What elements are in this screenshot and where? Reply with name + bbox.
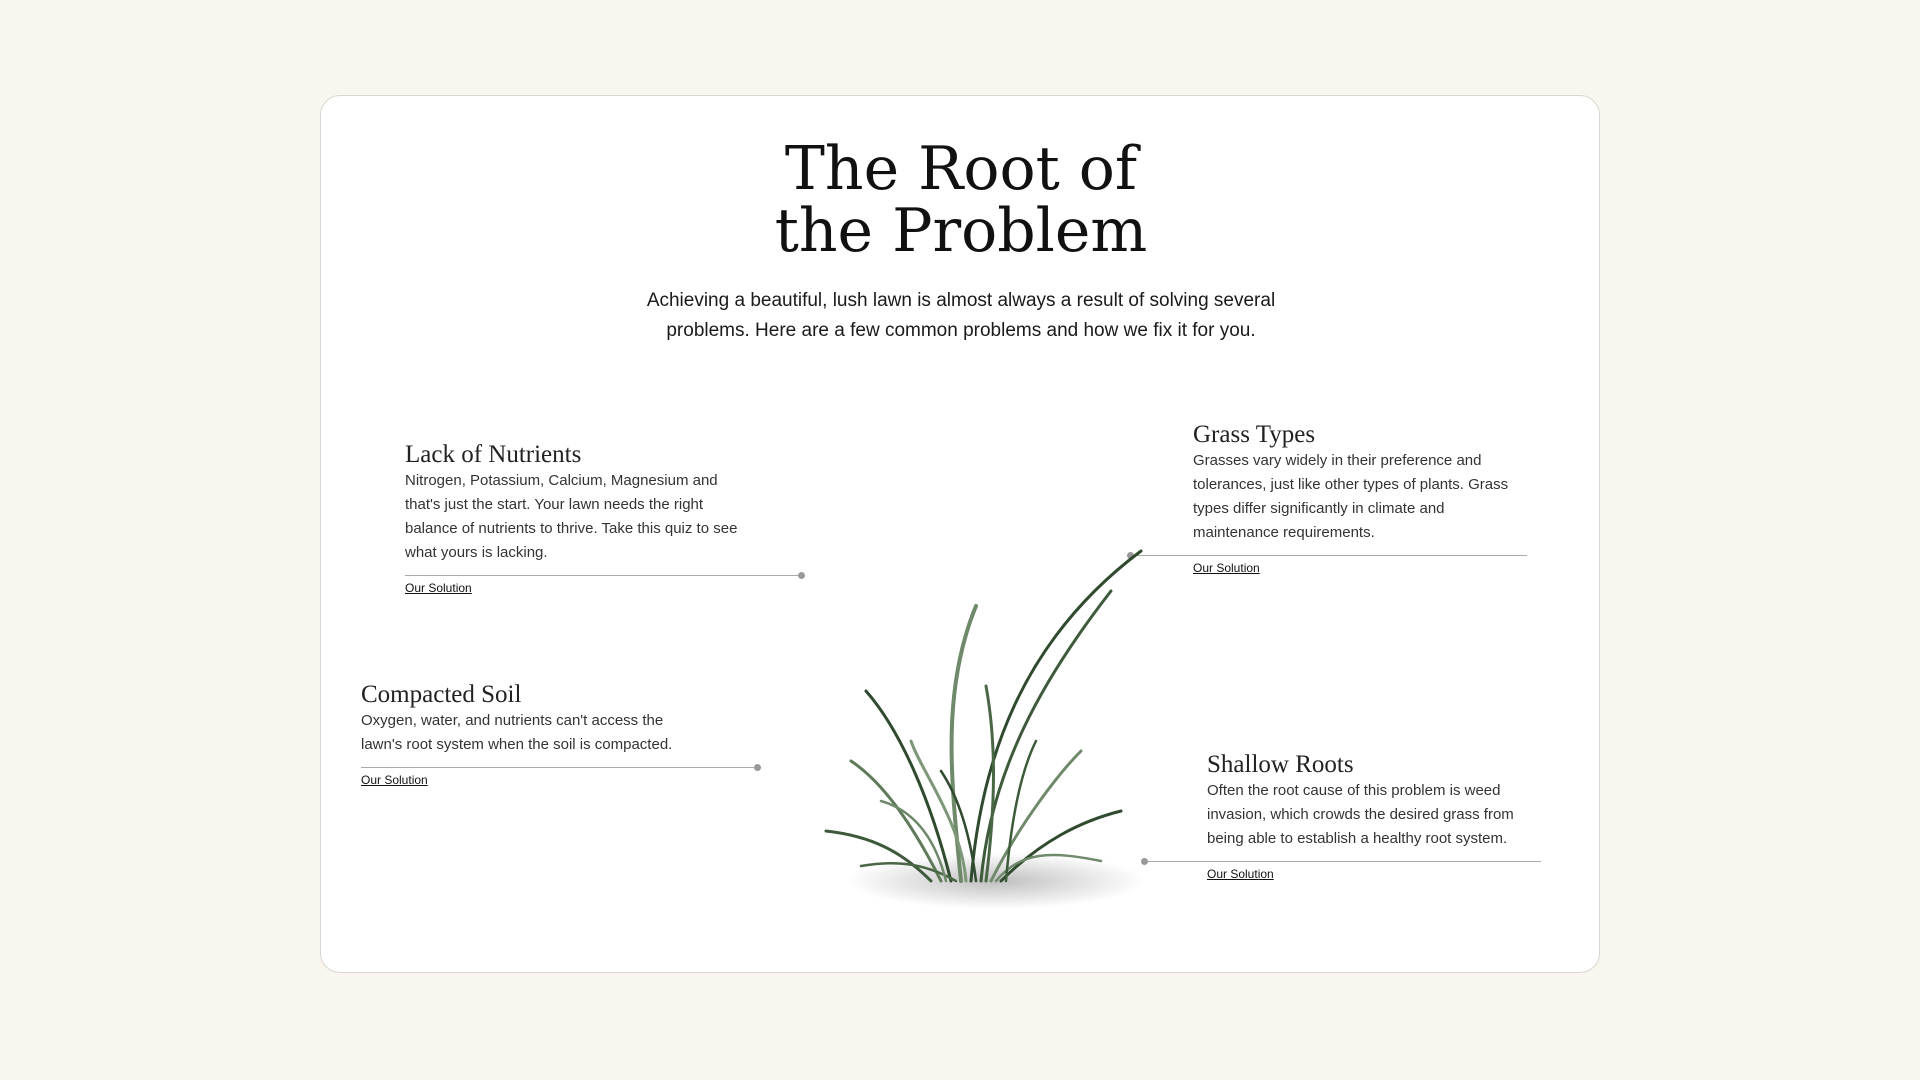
- connector-line: [405, 575, 805, 576]
- problem-grass-types: [1127, 421, 1527, 577]
- connector-dot: [798, 572, 805, 579]
- problem-description: Nitrogen, Potassium, Calcium, Magnesium and that's just the start. Your lawn needs the right balance of nutrients to thrive. Take this quiz to see what yours is lacking.: [405, 472, 738, 561]
- our-solution-link-roots[interactable]: Our Solution: [1207, 867, 1274, 881]
- problem-shallow-roots: [1141, 751, 1541, 883]
- page-title: [321, 134, 1601, 266]
- problem-description: Often the root cause of this problem is weed invasion, which crowds the desired grass from being able to establish a healthy root system.: [1207, 782, 1514, 847]
- problem-title: Shallow Roots: [1207, 751, 1354, 778]
- our-solution-link-grass[interactable]: Our Solution: [1193, 561, 1260, 575]
- problem-title: Grass Types: [1193, 421, 1316, 448]
- grass-clump-illustration: [821, 441, 1161, 921]
- problem-lack-of-nutrients: [405, 441, 805, 597]
- our-solution-link-nutrients[interactable]: Our Solution: [405, 581, 472, 595]
- connector-line: [1127, 555, 1527, 556]
- problem-compacted-soil: [361, 681, 761, 789]
- problems-card: [320, 95, 1600, 973]
- title-line-1: The Root of: [784, 134, 1138, 204]
- problem-title: Lack of Nutrients: [405, 441, 582, 468]
- title-line-2: the Problem: [774, 196, 1148, 266]
- problem-description: Oxygen, water, and nutrients can't access the lawn's root system when the soil is compacted.: [361, 712, 673, 753]
- problem-title: Compacted Soil: [361, 681, 522, 708]
- connector-line: [1141, 861, 1541, 862]
- page-subtitle: Achieving a beautiful, lush lawn is almost always a result of solving several problems. Here are a few common problems and how we fix it for you.: [646, 290, 1276, 341]
- our-solution-link-soil[interactable]: Our Solution: [361, 773, 428, 787]
- problem-description: Grasses vary widely in their preference and tolerances, just like other types of plants. Grass types differ significantly in climate and maintenance requirements.: [1193, 452, 1509, 541]
- connector-dot: [754, 764, 761, 771]
- connector-line: [361, 767, 761, 768]
